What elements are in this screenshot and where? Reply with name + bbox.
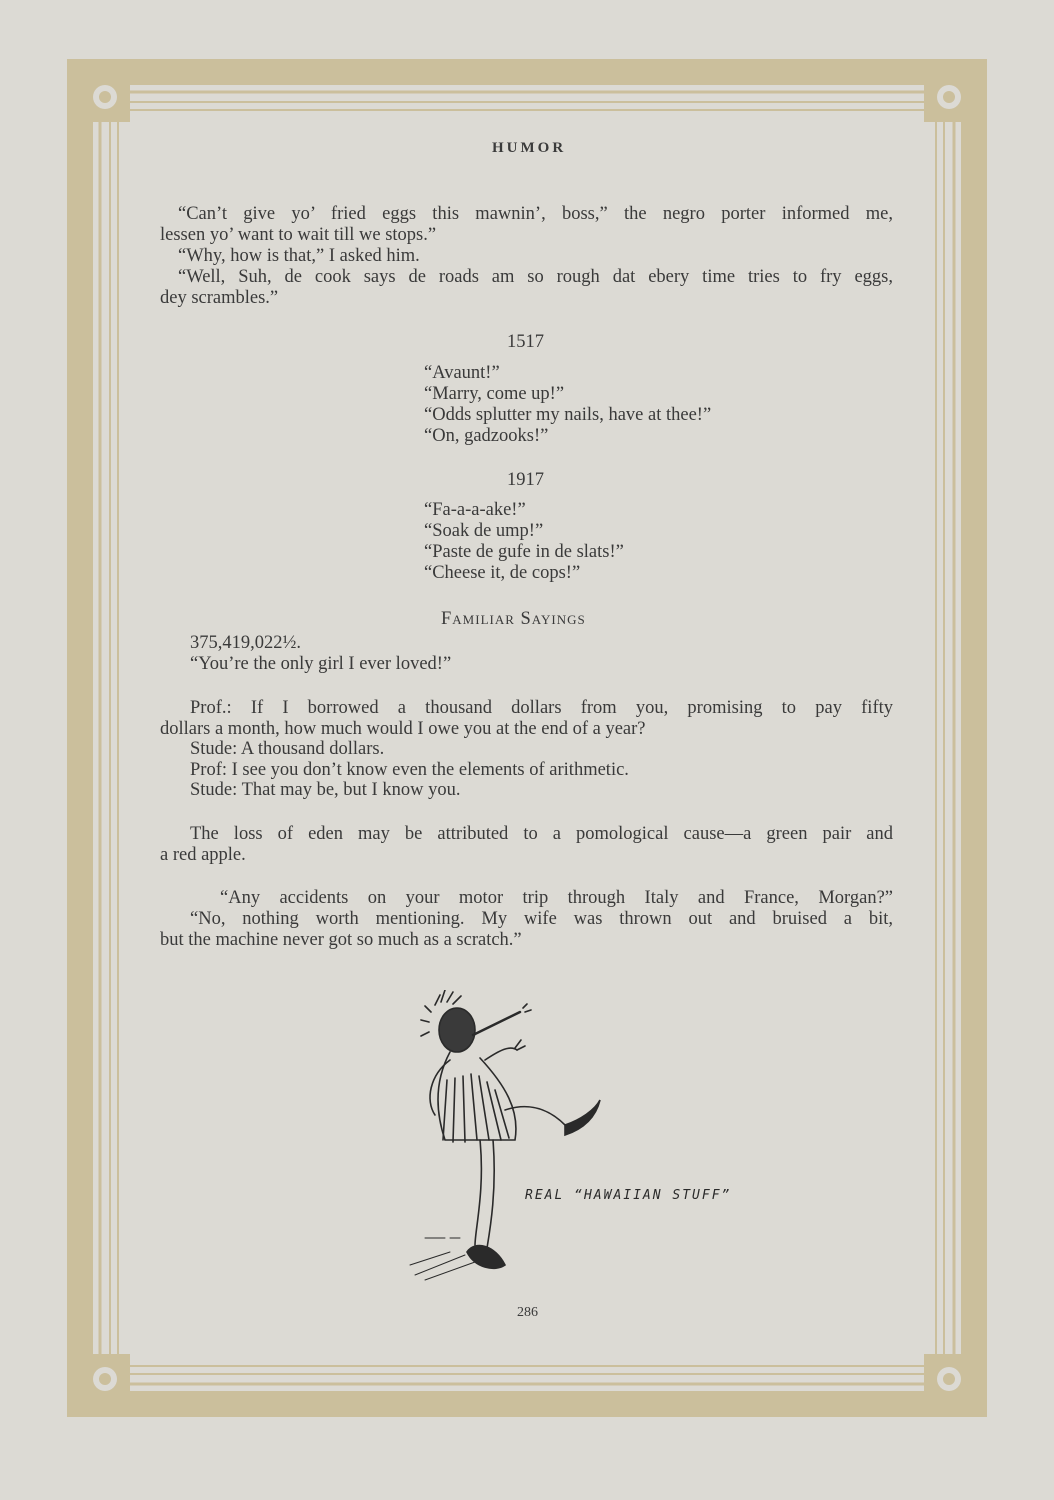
motor-line3: but the machine never got so much as a scratch.”	[160, 930, 522, 950]
era1-line4: “On, gadzooks!”	[424, 426, 549, 446]
motor-line2: “No, nothing worth mentioning. My wife was thrown out and bruised a bit,	[190, 909, 893, 929]
era2-line2: “Soak de ump!”	[424, 521, 544, 541]
joke1-line1: “Can’t give yo’ fried eggs this mawnin’, boss,” the negro porter informed me,	[178, 204, 893, 224]
dialogue-line4: Prof: I see you don’t know even the elements of arithmetic.	[190, 760, 629, 780]
dancer-illustration	[405, 990, 732, 1290]
familiar-quote: “You’re the only girl I ever loved!”	[190, 654, 452, 674]
dialogue-line5: Stude: That may be, but I know you.	[190, 780, 461, 800]
era1-line3: “Odds splutter my nails, have at thee!”	[424, 405, 712, 425]
era2-line3: “Paste de gufe in de slats!”	[424, 542, 624, 562]
joke1-line4: “Well, Suh, de cook says de roads am so rough dat ebery time tries to fry eggs,	[178, 267, 893, 287]
joke1-line5: dey scrambles.”	[160, 288, 279, 308]
joke1-line2: lessen yo’ want to wait till we stops.”	[160, 225, 437, 245]
drawing-caption: REAL “HAWAIIAN STUFF”	[525, 1188, 732, 1203]
era2-line1: “Fa-a-a-ake!”	[424, 500, 526, 520]
eden-line2: a red apple.	[160, 845, 246, 865]
motor-line1: “Any accidents on your motor trip through Italy and France, Morgan?”	[220, 888, 893, 908]
joke1-line3: “Why, how is that,” I asked him.	[178, 246, 420, 266]
era2-line4: “Cheese it, de cops!”	[424, 563, 581, 583]
eden-line1: The loss of eden may be attributed to a pomological cause—a green pair and	[190, 824, 893, 844]
year-1517: 1517	[507, 332, 544, 352]
era1-line2: “Marry, come up!”	[424, 384, 565, 404]
page-number: 286	[517, 1305, 538, 1320]
page-title: HUMOR	[492, 140, 567, 156]
dialogue-line2: dollars a month, how much would I owe you at the end of a year?	[160, 719, 646, 739]
familiar-sayings-title: Familiar Sayings	[441, 609, 586, 629]
dialogue-line1: Prof.: If I borrowed a thousand dollars from you, promising to pay fifty	[190, 698, 893, 718]
familiar-number: 375,419,022½.	[190, 633, 301, 653]
dialogue-line3: Stude: A thousand dollars.	[190, 739, 385, 759]
era1-line1: “Avaunt!”	[424, 363, 500, 383]
dancer-sketch	[405, 990, 685, 1290]
year-1917: 1917	[507, 470, 544, 490]
